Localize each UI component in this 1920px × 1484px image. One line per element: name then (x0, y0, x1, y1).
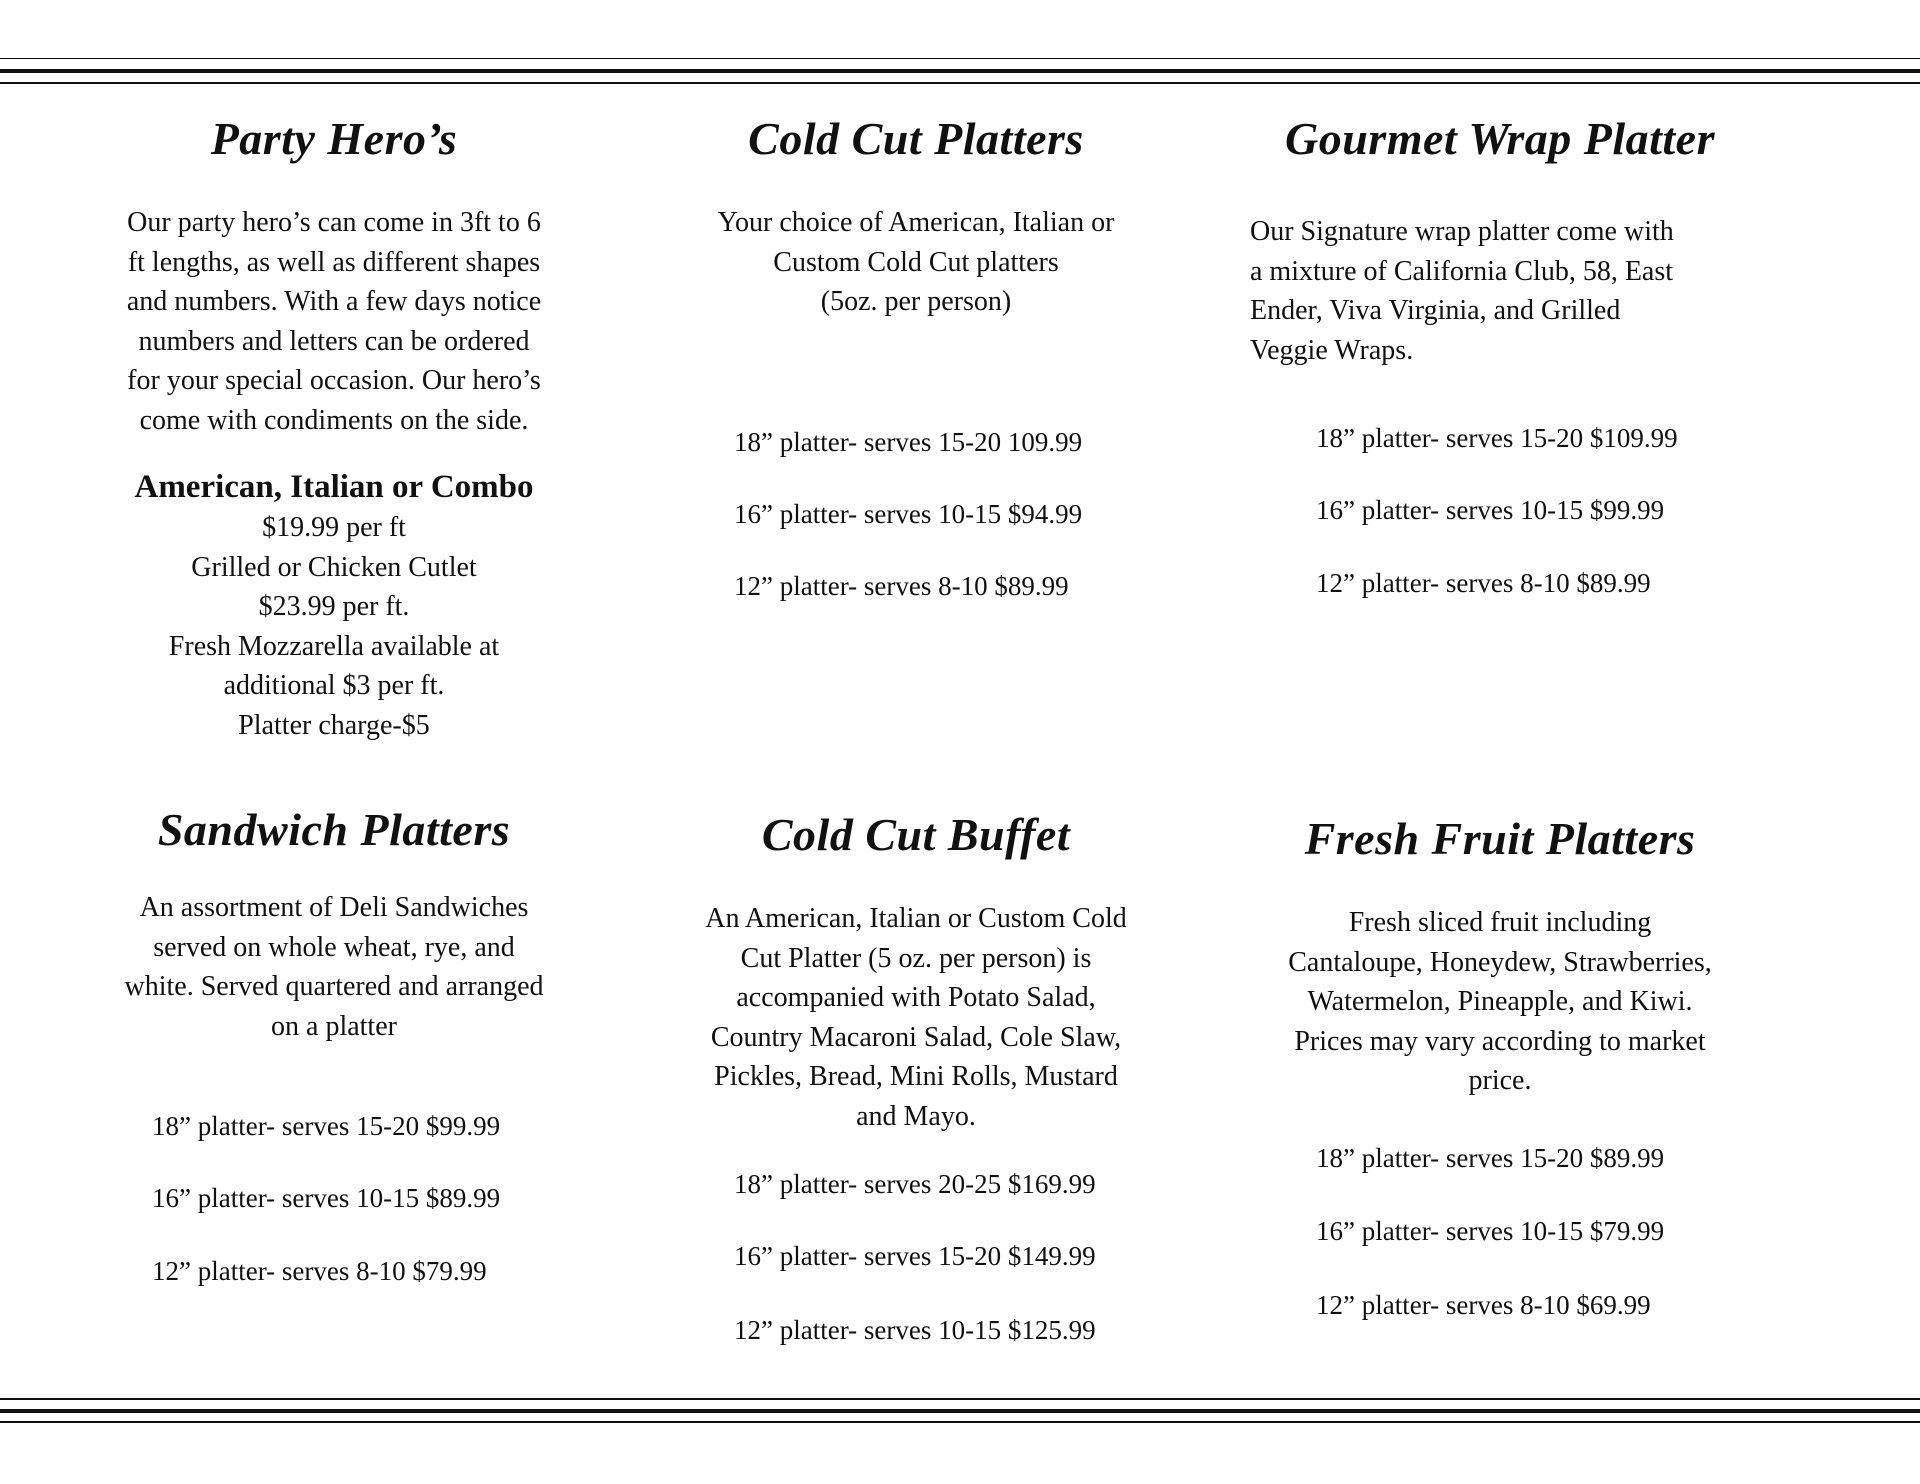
price-18-inch: 18” platter- serves 15-20 109.99 (734, 427, 1083, 457)
bottom-border-thick (0, 1409, 1920, 1413)
detail-line: Platter charge-$5 (238, 709, 430, 741)
section-party-heros (70, 112, 598, 745)
section-title: Cold Cut Buffet (761, 809, 1071, 860)
detail-line: $19.99 per ft (262, 512, 406, 543)
bottom-border-medium (0, 1421, 1920, 1423)
description-line: accompanied with Potato Salad, (736, 982, 1096, 1013)
price-16-inch: 16” platter- serves 10-15 $79.99 (1316, 1216, 1665, 1246)
price-16-inch: 16” platter- serves 10-15 $89.99 (152, 1183, 501, 1213)
description-line: Our party hero’s can come in 3ft to 6 (127, 207, 541, 238)
price-12-inch: 12” platter- serves 10-15 $125.99 (734, 1315, 1096, 1345)
price-16-inch: 16” platter- serves 10-15 $99.99 (1316, 495, 1665, 525)
description-line: Custom Cold Cut platters (773, 246, 1059, 278)
description-line: on a platter (271, 1010, 397, 1042)
top-border-medium (0, 82, 1920, 84)
description-line: for your special occasion. Our hero’s (127, 365, 541, 396)
section-description (656, 203, 1176, 322)
description-line: white. Served quartered and arranged (124, 971, 544, 1002)
description-line: Cut Platter (5 oz. per person) is (740, 942, 1092, 974)
detail-line: Fresh Mozzarella available at (168, 630, 500, 662)
description-line: served on whole wheat, rye, and (153, 931, 515, 963)
description-line: Fresh sliced fruit including (1348, 907, 1652, 938)
price-16-inch: 16” platter- serves 10-15 $94.99 (734, 499, 1083, 529)
price-12-inch: 12” platter- serves 8-10 $79.99 (152, 1256, 487, 1286)
section-description (1250, 212, 1790, 370)
description-line: come with condiments on the side. (139, 404, 529, 436)
description-line: numbers and letters can be ordered (138, 325, 530, 357)
section-title: Cold Cut Platters (748, 113, 1084, 164)
description-line: Your choice of American, Italian or (717, 207, 1115, 238)
description-line: Pickles, Bread, Mini Rolls, Mustard (714, 1061, 1118, 1092)
description-line: Ender, Viva Virginia, and Grilled (1250, 295, 1621, 326)
price-18-inch: 18” platter- serves 15-20 $109.99 (1316, 423, 1678, 453)
description-line: Cantaloupe, Honeydew, Strawberries, (1288, 946, 1712, 978)
description-line: ft lengths, as well as different shapes (127, 246, 541, 278)
detail-line: $23.99 per ft. (258, 591, 410, 622)
top-border-thick (0, 69, 1920, 73)
top-border-thin (0, 58, 1920, 59)
price-12-inch: 12” platter- serves 8-10 $69.99 (1316, 1290, 1651, 1320)
description-line: and Mayo. (856, 1100, 976, 1132)
description-line: Country Macaroni Salad, Cole Slaw, (710, 1021, 1122, 1053)
detail-line: Grilled or Chicken Cutlet (191, 551, 477, 583)
description-line: a mixture of California Club, 58, East (1250, 255, 1674, 287)
price-12-inch: 12” platter- serves 8-10 $89.99 (1316, 568, 1651, 598)
section-description (656, 899, 1176, 1136)
description-line: (5oz. per person) (820, 286, 1012, 317)
description-line: Our Signature wrap platter come with (1250, 216, 1674, 247)
description-line: An assortment of Deli Sandwiches (139, 892, 529, 923)
price-18-inch: 18” platter- serves 15-20 $89.99 (1316, 1143, 1665, 1173)
description-line: Veggie Wraps. (1250, 334, 1414, 366)
description-line: price. (1468, 1065, 1532, 1096)
hero-types-heading: American, Italian or Combo (134, 469, 534, 505)
price-12-inch: 12” platter- serves 8-10 $89.99 (734, 571, 1069, 601)
section-description (1230, 903, 1770, 1101)
bottom-border-thin (0, 1398, 1920, 1400)
section-title: Gourmet Wrap Platter (1285, 113, 1715, 164)
hero-pricing-details (70, 508, 598, 745)
section-cold-cut-buffet (656, 808, 1176, 1136)
description-line: Prices may vary according to market (1294, 1025, 1706, 1057)
section-title: Sandwich Platters (157, 804, 511, 855)
section-sandwich-platters (70, 803, 598, 1046)
section-title: Fresh Fruit Platters (1304, 813, 1696, 864)
section-fresh-fruit (1230, 812, 1770, 1101)
price-18-inch: 18” platter- serves 20-25 $169.99 (734, 1169, 1096, 1199)
section-cold-cut-platters (656, 112, 1176, 322)
section-description (70, 203, 598, 440)
description-line: Watermelon, Pineapple, and Kiwi. (1307, 986, 1693, 1017)
detail-line: additional $3 per ft. (223, 670, 445, 701)
section-description (70, 888, 598, 1046)
description-line: and numbers. With a few days notice (126, 286, 542, 317)
section-gourmet-wrap (1230, 112, 1770, 165)
price-16-inch: 16” platter- serves 15-20 $149.99 (734, 1241, 1096, 1271)
description-line: An American, Italian or Custom Cold (705, 903, 1127, 934)
section-title: Party Hero’s (210, 113, 458, 164)
price-18-inch: 18” platter- serves 15-20 $99.99 (152, 1111, 501, 1141)
